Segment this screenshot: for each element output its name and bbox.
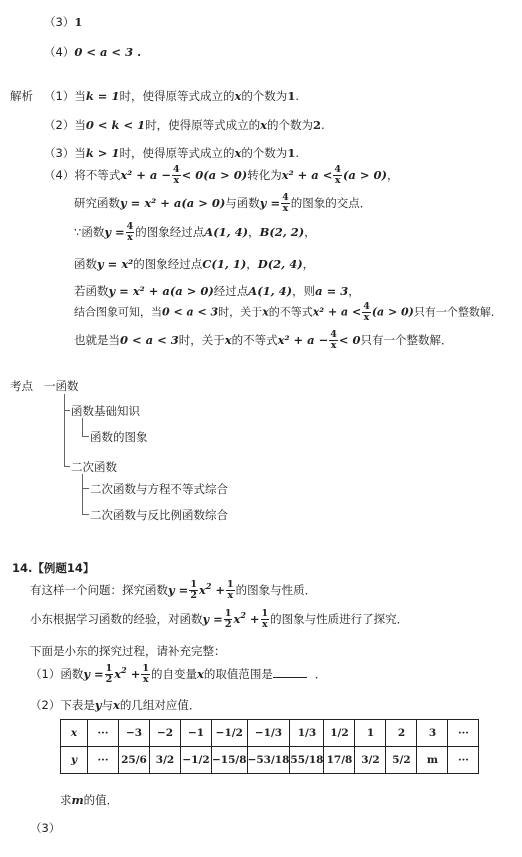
- kaodian-node-2a: 二次函数与方程不等式综合: [90, 482, 228, 496]
- table-cell: 3/2: [150, 747, 181, 774]
- example-p3: 下面是小东的探究过程，请补充完整：: [30, 644, 226, 658]
- analysis-line-10: 也就是当0 < a < 3时，关于x的不等式x² + a − $\frac{4}{x}$ < 0只有一个整数解．: [74, 329, 453, 351]
- analysis-line-3: （3）当k > 1时，使得原等式成立的x的个数为1.: [44, 146, 299, 160]
- row-x-header: x: [61, 720, 88, 747]
- table-cell: −1/2: [181, 747, 212, 774]
- kaodian-node-2b: 二次函数与反比例函数综合: [90, 508, 228, 522]
- table-cell: m: [417, 747, 448, 774]
- example-p1: 有这样一个问题：探究函数y = $\frac{1}{2}$ $x^2$ + $\frac{1}{x}$ 的图象与性质．: [30, 579, 317, 601]
- kaodian-root: 一函数: [44, 379, 79, 393]
- table-cell: ···: [448, 720, 479, 747]
- table-cell: −1/3: [247, 720, 290, 747]
- table-cell: ···: [448, 747, 479, 774]
- kaodian-node-2: 二次函数: [71, 460, 117, 474]
- table-cell: −1/2: [212, 720, 248, 747]
- table-cell: 1/2: [324, 720, 355, 747]
- table-cell: 1: [355, 720, 386, 747]
- table-cell: −3: [119, 720, 150, 747]
- example-p2: 小东根据学习函数的经验，对函数y = $\frac{1}{2}$ $x^2$ + $\frac{1}{x}$ 的图象与性质进行了探究．: [30, 608, 409, 630]
- table-cell: 3/2: [355, 747, 386, 774]
- table-cell: −2: [150, 720, 181, 747]
- answer-blank[interactable]: [273, 667, 307, 678]
- analysis-line-4: （4）将不等式x² + a − $\frac{4}{x}$ < 0(a > 0)转化为x² + a < $\frac{4}{x}$ (a > 0)，: [44, 164, 399, 186]
- example-q2-ask: 求m的值．: [60, 793, 119, 807]
- tree-connector: [64, 394, 65, 466]
- example-q3: （3）: [30, 821, 61, 835]
- table-cell: ···: [88, 720, 119, 747]
- analysis-line-2: （2）当0 < k < 1时，使得原等式成立的x的个数为2.: [44, 118, 325, 132]
- table-cell: −15/8: [212, 747, 248, 774]
- table-row-x: [61, 720, 479, 747]
- example-title: 14.【例题14】: [12, 561, 95, 575]
- example-q1: （1）函数y = $\frac{1}{2}$ $x^2$ + $\frac{1}{x}$ 的自变量x的取值范围是 ．: [30, 663, 327, 685]
- table-cell: −1: [181, 720, 212, 747]
- table-cell: 1/3: [290, 720, 324, 747]
- table-cell: ···: [88, 747, 119, 774]
- table-cell: 3: [417, 720, 448, 747]
- analysis-line-8: 若函数y = x² + a(a > 0)经过点A(1, 4)，则a = 3，: [74, 284, 360, 298]
- part4-line: （4）0 < a < 3 .: [44, 45, 142, 59]
- example-q2: （2）下表是y与x的几组对应值．: [30, 698, 201, 712]
- values-table: [60, 719, 479, 774]
- kaodian-node-1: 函数基础知识: [71, 404, 140, 418]
- analysis-line-7: 函数y = x²的图象经过点C(1, 1)，D(2, 4)，: [74, 257, 315, 271]
- analysis-line-9: 结合图象可知，当0 < a < 3时，关于x的不等式x² + a < $\frac{4}{x}$ (a > 0)只有一个整数解．: [74, 301, 502, 323]
- analysis-line-6: ∵函数y = $\frac{4}{x}$ 的图象经过点A(1, 4)，B(2, 2)，: [74, 221, 316, 243]
- row-y-header: y: [61, 747, 88, 774]
- table-cell: 55/18: [290, 747, 324, 774]
- table-cell: 25/6: [119, 747, 150, 774]
- table-row-y: [61, 747, 479, 774]
- table-cell: 17/8: [324, 747, 355, 774]
- analysis-label: 解析: [10, 89, 33, 103]
- kaodian-node-1a: 函数的图象: [90, 430, 148, 444]
- kaodian-label: 考点: [10, 379, 33, 393]
- table-cell: −53/18: [247, 747, 290, 774]
- table-cell: 5/2: [386, 747, 417, 774]
- table-cell: 2: [386, 720, 417, 747]
- analysis-line-1: （1）当k = 1时，使得原等式成立的x的个数为1.: [44, 89, 299, 103]
- analysis-line-5: 研究函数y = x² + a(a > 0)与函数y = $\frac{4}{x}$ 的图象的交点．: [74, 192, 372, 214]
- part3-line: （3）1: [44, 15, 83, 29]
